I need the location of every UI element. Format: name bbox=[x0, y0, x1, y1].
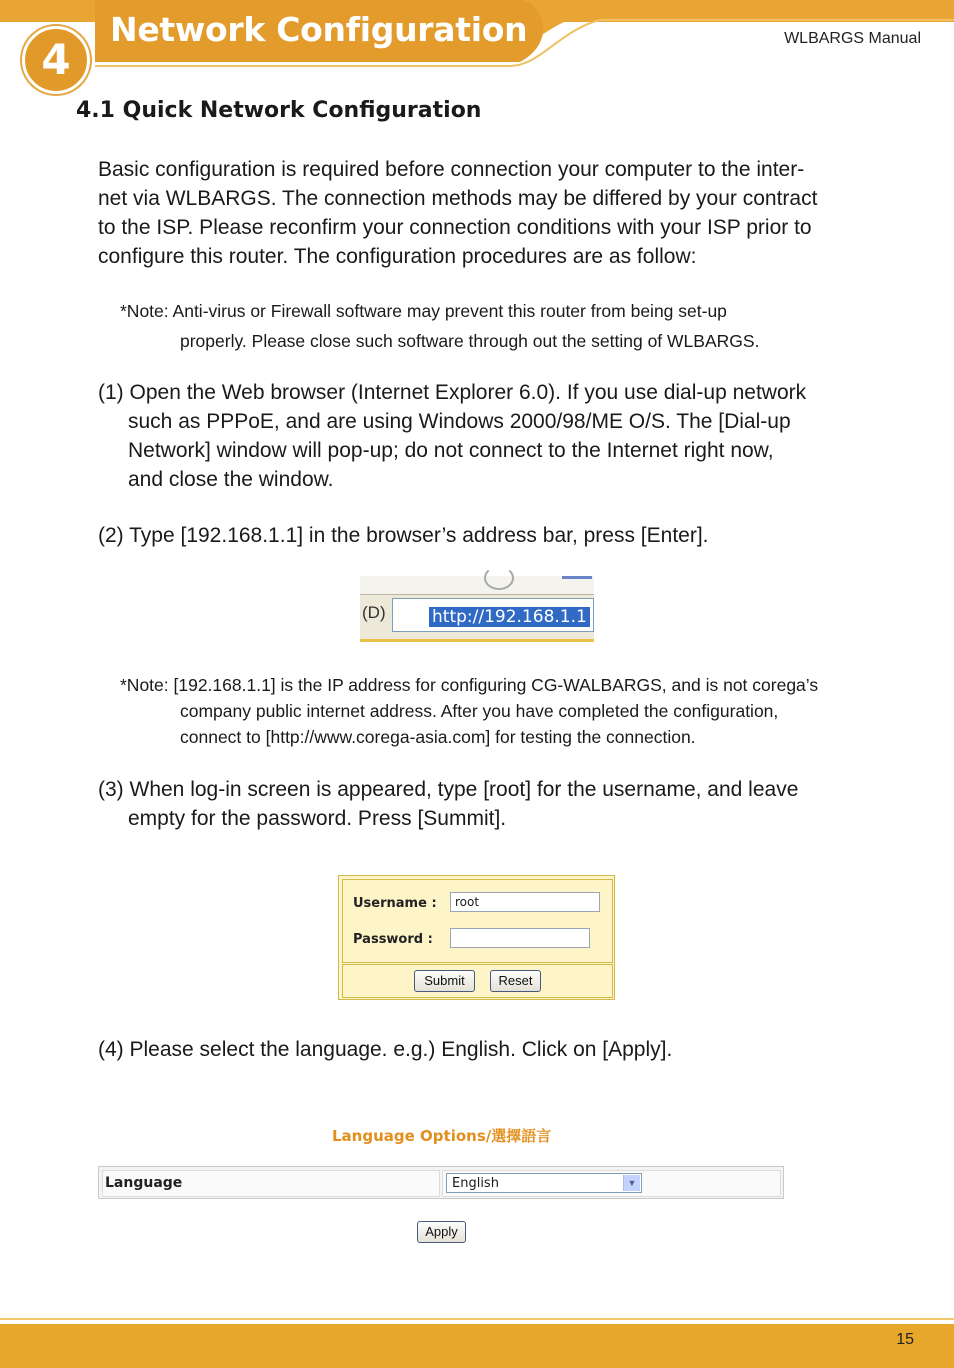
section-title: 4.1 Quick Network Configuration bbox=[76, 98, 482, 123]
intro-line: net via WLBARGS. The connection methods may be differed by your contract bbox=[98, 187, 818, 210]
intro-paragraph bbox=[98, 155, 878, 271]
username-label: Username : bbox=[353, 896, 437, 911]
chapter-title: Network Configuration bbox=[110, 10, 528, 49]
chevron-down-icon[interactable]: ▼ bbox=[623, 1175, 640, 1191]
note-line: properly. Please close such software through out the setting of WLBARGS. bbox=[180, 331, 760, 351]
step-line: such as PPPoE, and are using Windows 2000/98/ME O/S. The [Dial-up bbox=[128, 410, 791, 433]
step-1 bbox=[98, 378, 918, 494]
step-line: empty for the password. Press [Summit]. bbox=[128, 807, 507, 830]
login-panel bbox=[338, 875, 615, 1000]
login-fields bbox=[342, 879, 613, 963]
note-antivirus bbox=[120, 296, 759, 356]
step-line: (4) Please select the language. e.g.) English. Click on [Apply]. bbox=[98, 1038, 673, 1061]
chapter-number-badge: 4 bbox=[22, 26, 90, 94]
note-line: connect to [http://www.corega-asia.com] for testing the connection. bbox=[180, 727, 696, 747]
step-4 bbox=[98, 1035, 918, 1064]
username-input[interactable]: root bbox=[450, 892, 600, 912]
footer-line bbox=[0, 1318, 954, 1320]
step-3 bbox=[98, 775, 918, 833]
language-select[interactable] bbox=[446, 1173, 642, 1193]
refresh-icon bbox=[484, 566, 514, 590]
login-actions bbox=[342, 964, 613, 998]
address-url: http://192.168.1.1 bbox=[429, 607, 590, 627]
language-row bbox=[98, 1166, 784, 1199]
intro-line: Basic configuration is required before connection your computer to the inter- bbox=[98, 158, 805, 181]
language-selected-value: English bbox=[452, 1176, 499, 1191]
reset-button[interactable]: Reset bbox=[490, 970, 541, 992]
address-input[interactable] bbox=[392, 598, 594, 632]
browser-toolbar bbox=[360, 576, 594, 595]
language-options-title: Language Options/選擇語言 bbox=[332, 1127, 552, 1145]
step-line: and close the window. bbox=[128, 468, 334, 491]
step-line: (1) Open the Web browser (Internet Explorer 6.0). If you use dial-up network bbox=[98, 381, 807, 404]
apply-button[interactable]: Apply bbox=[417, 1221, 466, 1243]
intro-line: to the ISP. Please reconfirm your connection conditions with your ISP prior to bbox=[98, 216, 812, 239]
password-label: Password : bbox=[353, 932, 433, 947]
step-2 bbox=[98, 521, 918, 550]
note-ip-address bbox=[120, 672, 818, 750]
intro-line: configure this router. The configuration procedures are as follow: bbox=[98, 245, 697, 268]
submit-button[interactable]: Submit bbox=[414, 970, 475, 992]
language-label: Language bbox=[105, 1175, 183, 1191]
step-line: (2) Type [192.168.1.1] in the browser’s address bar, press [Enter]. bbox=[98, 524, 709, 547]
note-line: *Note: Anti-virus or Firewall software may prevent this router from being set-up bbox=[120, 301, 727, 321]
note-line: *Note: [192.168.1.1] is the IP address for configuring CG-WALBARGS, and is not corega’s bbox=[120, 675, 819, 695]
page-number: 15 bbox=[896, 1331, 914, 1348]
address-label: (D) bbox=[362, 603, 386, 622]
step-line: (3) When log-in screen is appeared, type [root] for the username, and leave bbox=[98, 778, 799, 801]
password-input[interactable] bbox=[450, 928, 590, 948]
footer-bar bbox=[0, 1324, 954, 1368]
step-line: Network] window will pop-up; do not connect to the Internet right now, bbox=[128, 439, 774, 462]
toolbar-accent bbox=[562, 576, 592, 579]
note-line: company public internet address. After you have completed the configuration, bbox=[180, 701, 779, 721]
manual-name: WLBARGS Manual bbox=[784, 30, 921, 47]
browser-address-bar bbox=[360, 576, 594, 642]
